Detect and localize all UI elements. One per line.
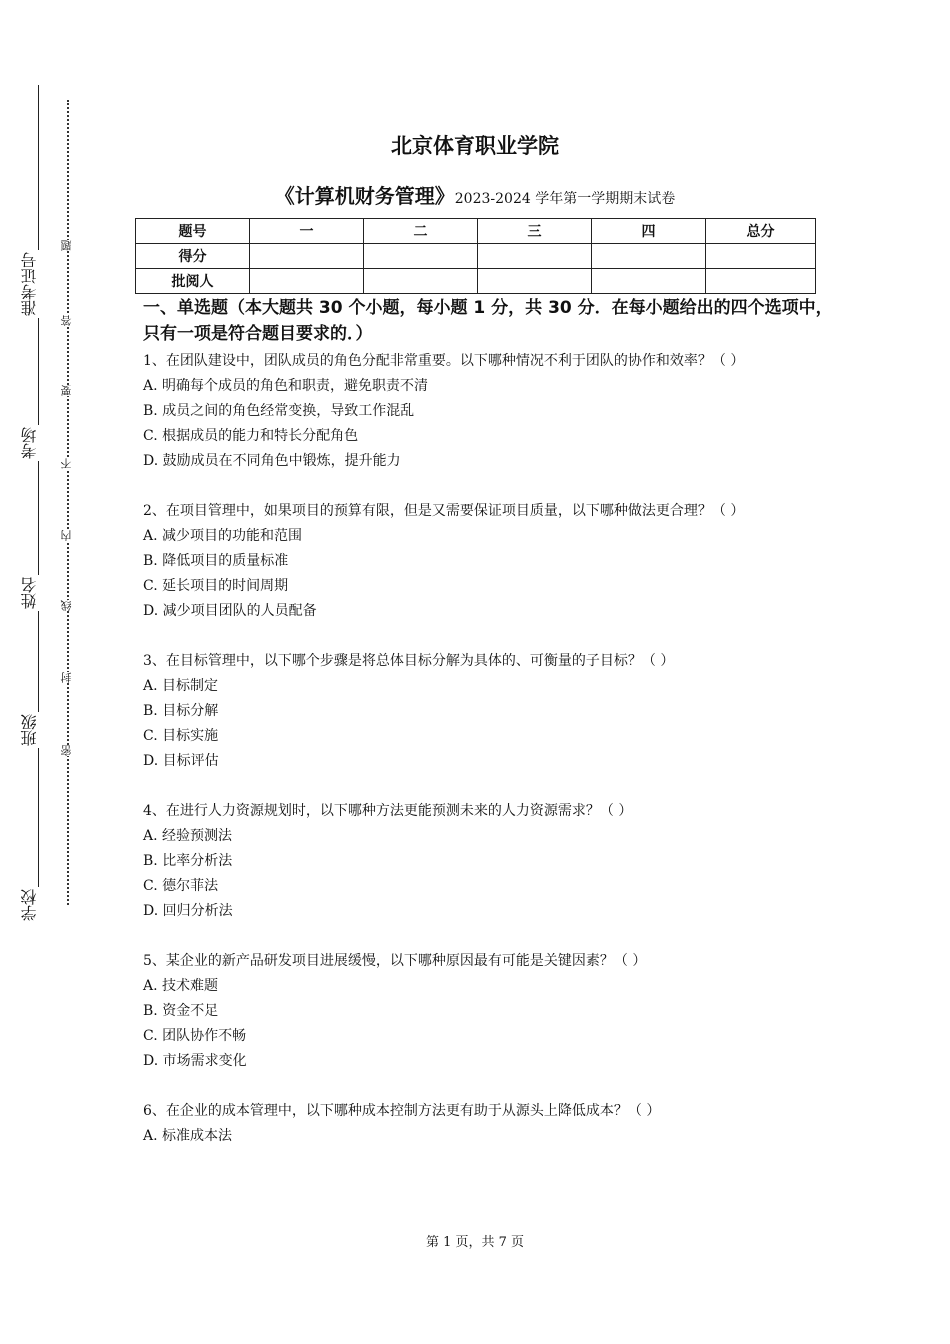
exam-title [0, 180, 950, 209]
seal-char: 线 [59, 600, 77, 611]
question [143, 1099, 833, 1149]
field-exam-room: 考场 [18, 425, 46, 461]
question-option: D. 目标评估 [143, 753, 219, 769]
question-option: C. 根据成员的能力和特长分配角色 [143, 428, 359, 444]
table-row [136, 219, 816, 244]
question-stem: 3、在目标管理中，以下哪个步骤是将总体目标分解为具体的、可衡量的子目标？（ ） [143, 653, 675, 669]
question-option: D. 鼓励成员在不同角色中锻炼，提升能力 [143, 453, 401, 469]
seal-char: 封 [59, 672, 77, 683]
table-header-cell: 三 [478, 219, 592, 244]
question-option: A. 明确每个成员的角色和职责，避免职责不清 [143, 378, 429, 394]
section-title: 一、单选题（本大题共 30 个小题，每小题 1 分，共 30 分．在每小题给出的四个选项中，只有一项是符合题目要求的．） [143, 298, 833, 344]
field-name: 姓名 [18, 575, 46, 611]
question-option: A. 标准成本法 [143, 1128, 233, 1144]
score-table [135, 218, 816, 294]
binding-solid-line [38, 85, 39, 915]
seal-char: 题 [59, 240, 77, 251]
seal-char: 要 [59, 385, 77, 396]
row-label: 批阅人 [136, 269, 250, 294]
question-option: B. 比率分析法 [143, 853, 233, 869]
question-stem: 2、在项目管理中，如果项目的预算有限，但是又需要保证项目质量，以下哪种做法更合理？（ ） [143, 503, 745, 519]
field-school: 学校 [18, 887, 46, 923]
question [143, 949, 833, 1074]
row-label: 得分 [136, 244, 250, 269]
table-header-cell: 一 [250, 219, 364, 244]
score-cell[interactable] [592, 244, 706, 269]
question-stem: 6、在企业的成本管理中，以下哪种成本控制方法更有助于从源头上降低成本？（ ） [143, 1103, 661, 1119]
course-title: 《计算机财务管理》 [274, 184, 455, 208]
question-stem: 1、在团队建设中，团队成员的角色分配非常重要。以下哪种情况不利于团队的协作和效率？（ ） [143, 353, 745, 369]
question-option: A. 经验预测法 [143, 828, 233, 844]
field-exam-id: 准考证号 [18, 250, 46, 318]
question-option: C. 目标实施 [143, 728, 219, 744]
table-row [136, 269, 816, 294]
question-option: D. 减少项目团队的人员配备 [143, 603, 317, 619]
school-title: 北京体育职业学院 [391, 134, 559, 158]
question-option: B. 成员之间的角色经常变换，导致工作混乱 [143, 403, 415, 419]
table-header-cell: 题号 [136, 219, 250, 244]
question [143, 649, 833, 774]
score-cell[interactable] [478, 269, 592, 294]
question-option: B. 降低项目的质量标准 [143, 553, 289, 569]
binding-dotted-line [67, 100, 69, 905]
seal-char: 答 [59, 315, 77, 326]
question-option: B. 目标分解 [143, 703, 219, 719]
table-header-cell: 总分 [706, 219, 816, 244]
question-option: D. 市场需求变化 [143, 1053, 247, 1069]
question-option: A. 技术难题 [143, 978, 219, 994]
score-cell[interactable] [250, 269, 364, 294]
question-stem: 4、在进行人力资源规划时，以下哪种方法更能预测未来的人力资源需求？（ ） [143, 803, 633, 819]
question-option: C. 德尔菲法 [143, 878, 219, 894]
question-option: D. 回归分析法 [143, 903, 233, 919]
term-label: 2023-2024 学年第一学期期末试卷 [454, 191, 676, 207]
score-cell[interactable] [706, 269, 816, 294]
question-stem: 5、某企业的新产品研发项目进展缓慢，以下哪种原因最有可能是关键因素？（ ） [143, 953, 647, 969]
question [143, 799, 833, 924]
field-class: 班级 [18, 712, 46, 748]
seal-char: 内 [59, 530, 77, 541]
score-cell[interactable] [364, 269, 478, 294]
question [143, 499, 833, 624]
table-header-cell: 四 [592, 219, 706, 244]
score-cell[interactable] [706, 244, 816, 269]
seal-char: 不 [59, 458, 77, 469]
score-cell[interactable] [364, 244, 478, 269]
score-cell[interactable] [250, 244, 364, 269]
table-row [136, 244, 816, 269]
page-footer: 第 1 页，共 7 页 [425, 1235, 525, 1250]
question-option: B. 资金不足 [143, 1003, 219, 1019]
question-option: A. 减少项目的功能和范围 [143, 528, 303, 544]
score-cell[interactable] [478, 244, 592, 269]
score-cell[interactable] [592, 269, 706, 294]
question-option: C. 团队协作不畅 [143, 1028, 247, 1044]
seal-char: 密 [59, 745, 77, 756]
question-option: A. 目标制定 [143, 678, 219, 694]
exam-content [143, 295, 833, 1174]
question-option: C. 延长项目的时间周期 [143, 578, 289, 594]
question [143, 349, 833, 474]
table-header-cell: 二 [364, 219, 478, 244]
